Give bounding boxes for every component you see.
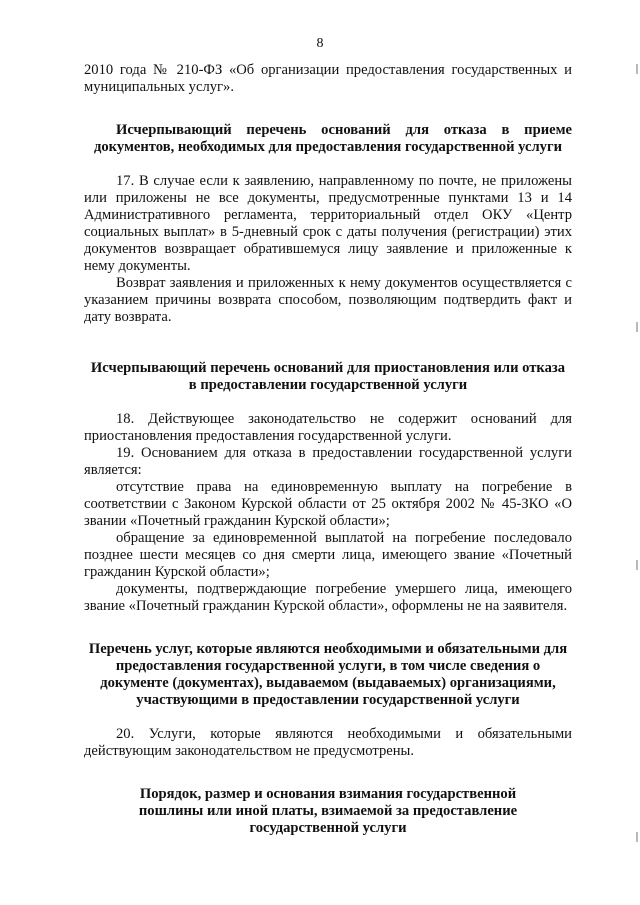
section-heading-required-services: Перечень услуг, которые являются необходимыми и обязательными для предоставления государственной услуги, в том числе сведения о документе (документах), выдаваемом (выдаваемых) организациями, участвующими в предоставлении государственной услуги bbox=[88, 641, 568, 708]
scan-edge-mark bbox=[636, 322, 638, 332]
paragraph-return: Возврат заявления и приложенных к нему документов осуществляется с указанием причины возврата способом, позволяющим подтвердить факт и дату возврата. bbox=[84, 275, 572, 325]
refusal-reason-1: отсутствие права на единовременную выплату на погребение в соответствии с Законом Курской области от 25 октября 2002 № 45-ЗКО «О звании «Почетный гражданин Курской области»; bbox=[84, 479, 572, 529]
section-heading-refusal-documents: Исчерпывающий перечень оснований для отказа в приеме документов, необходимых для предоставления государственной услуги bbox=[94, 122, 572, 155]
section-heading-fees: Порядок, размер и основания взимания государственной пошлины или иной платы, взимаемой за предоставление государственной услуги bbox=[138, 786, 518, 836]
page-number: 8 bbox=[316, 36, 324, 51]
scan-edge-mark bbox=[636, 832, 638, 842]
scan-edge-mark bbox=[636, 64, 638, 74]
refusal-reason-3: документы, подтверждающие погребение умершего лица, имеющего звание «Почетный гражданин Курской области», оформлены не на заявителя. bbox=[84, 581, 572, 614]
refusal-reason-2: обращение за единовременной выплатой на погребение последовало позднее шести месяцев со дня смерти лица, имеющего звание «Почетный гражданин Курской области»; bbox=[84, 530, 572, 580]
document-body bbox=[84, 62, 572, 837]
paragraph-19: 19. Основанием для отказа в предоставлении государственной услуги является: bbox=[84, 445, 572, 478]
scan-edge-mark bbox=[636, 560, 638, 570]
lead-paragraph: 2010 года № 210-ФЗ «Об организации предоставления государственных и муниципальных услуг». bbox=[84, 62, 572, 95]
paragraph-17: 17. В случае если к заявлению, направленному по почте, не приложены или приложены не все документы, предусмотренные пунктами 13 и 14 Административного регламента, территориальный отдел ОКУ «Центр социальных выплат» в 5-дневный срок с даты получения (регистрации) этих документов возвращает обратившемуся лицу заявление и приложенные к нему документы. bbox=[84, 173, 572, 274]
paragraph-20: 20. Услуги, которые являются необходимыми и обязательными действующим законодательством не предусмотрены. bbox=[84, 726, 572, 759]
paragraph-18: 18. Действующее законодательство не содержит оснований для приостановления предоставления государственной услуги. bbox=[84, 411, 572, 444]
section-heading-suspension: Исчерпывающий перечень оснований для приостановления или отказа в предоставлении государственной услуги bbox=[90, 360, 566, 393]
